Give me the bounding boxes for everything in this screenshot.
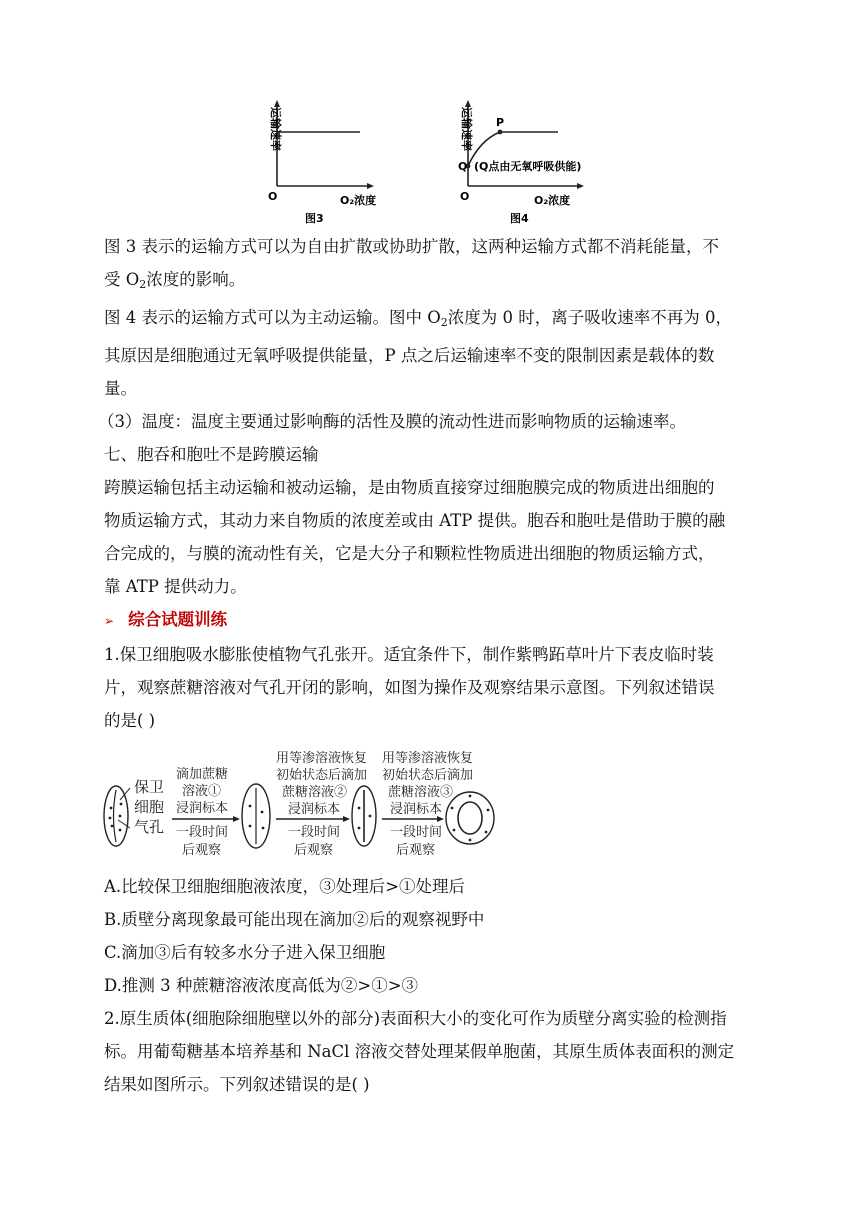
temperature-paragraph: （3）温度：温度主要通过影响酶的活性及膜的流动性进而影响物质的运输速率。 [98,412,686,431]
question2-stem-line1: 2.原生质体(细胞除细胞壁以外的部分)表面积大小的变化可作为质壁分离实验的检测指 [104,1009,727,1028]
stomata-diagram [100,746,500,864]
figure-4-note: (Q点由无氧呼吸供能) [474,160,582,173]
stomata-figure [100,746,500,864]
svg-text:浸润标本: 浸润标本 [288,801,341,816]
svg-text:一段时间: 一段时间 [390,824,443,839]
svg-text:一段时间: 一段时间 [288,824,341,839]
question1-stem-line2: 片，观察蔗糖溶液对气孔开闭的影响，如图为操作及观察结果示意图。下列叙述错误 [104,678,715,697]
svg-text:一段时间: 一段时间 [176,824,229,839]
arrow-bullet-icon: ➢ [104,614,115,628]
svg-text:用等渗溶液恢复: 用等渗溶液恢复 [382,750,474,765]
question1-stem-line3: 的是( ) [104,711,156,730]
label-cell: 细胞 [134,800,165,816]
figure-4-caption: 图4 [510,212,529,225]
svg-text:后观察: 后观察 [182,842,222,857]
transport-rate-figures [250,98,610,228]
section7-line4: 靠 ATP 提供动力。 [104,577,247,596]
question1-option-d: D.推测 3 种蔗糖溶液浓度高低为②>①>③ [104,976,419,995]
svg-text:滴加蔗糖: 滴加蔗糖 [176,766,229,781]
figure-3-origin: O [268,190,278,203]
question1-option-c: C.滴加③后有较多水分子进入保卫细胞 [104,943,386,962]
svg-text:蔗糖溶液②: 蔗糖溶液② [282,784,348,799]
question2-stem-line2: 标。用葡萄糖基本培养基和 NaCl 溶液交替处理某假单胞菌，其原生质体表面积的测定 [104,1042,735,1061]
section7-title: 七、胞吞和胞吐不是跨膜运输 [104,445,319,464]
body-text-bottom [104,870,764,1101]
svg-text:浸润标本: 浸润标本 [390,801,443,816]
fig4-explain-line1: 图 4 表示的运输方式可以为主动运输。图中 $O_2$浓度为 0 时，离子吸收速率不再为 0， [104,308,732,329]
svg-text:初始状态后滴加: 初始状态后滴加 [276,767,368,782]
question1-option-a: A.比较保卫细胞细胞液浓度，③处理后>①处理后 [104,877,465,896]
figure-4-ylabel: 运输速率 [460,107,473,151]
section7-line2: 物质运输方式，其动力来自物质的浓度差或由 ATP 提供。胞吞和胞吐是借助于膜的融 [104,511,726,530]
figure-4-origin: O [460,190,470,203]
label-stoma: 气孔 [134,820,165,836]
training-heading: ➢ 综合试题训练 [104,610,228,629]
figure-4-point-p: P [496,116,505,129]
figure-3 [250,98,380,228]
body-text-top [98,230,764,737]
fig4-explain-line3: 量。 [104,379,137,398]
question2-stem-line3: 结果如图所示。下列叙述错误的是( ) [104,1075,370,1094]
question1-stem-line1: 1.保卫细胞吸水膨胀使植物气孔张开。适宜条件下，制作紫鸭跖草叶片下表皮临时装 [104,645,714,664]
fig4-explain-line2: 其原因是细胞通过无氧呼吸提供能量，P 点之后运输速率不变的限制因素是载体的数 [104,346,715,365]
fig3-explain-line2: 受 $O_2$浓度的影响。 [104,270,246,291]
figure-3-ylabel: 运输速率 [269,107,282,151]
figure-4-xlabel: O₂浓度 [534,194,571,207]
svg-text:浸润标本: 浸润标本 [176,800,229,815]
section7-line1: 跨膜运输包括主动运输和被动运输，是由物质直接穿过细胞膜完成的物质进出细胞的 [104,478,715,497]
question1-option-b: B.质壁分离现象最可能出现在滴加②后的观察视野中 [104,910,485,929]
svg-text:后观察: 后观察 [294,842,334,857]
fig3-explain-line1: 图 3 表示的运输方式可以为自由扩散或协助扩散，这两种运输方式都不消耗能量，不 [104,237,719,256]
svg-text:溶液①: 溶液① [182,783,222,798]
svg-text:初始状态后滴加: 初始状态后滴加 [382,767,474,782]
svg-text:用等渗溶液恢复: 用等渗溶液恢复 [276,750,368,765]
figure-3-caption: 图3 [305,212,324,225]
label-guard: 保卫 [134,780,165,796]
svg-text:蔗糖溶液③: 蔗糖溶液③ [388,784,454,799]
figure-4 [450,98,600,228]
figure-4-point-q: Q [458,160,468,173]
svg-text:后观察: 后观察 [396,842,436,857]
section7-line3: 合完成的，与膜的流动性有关，它是大分子和颗粒性物质进出细胞的物质运输方式， [104,544,715,563]
figure-3-xlabel: O₂浓度 [340,194,377,207]
